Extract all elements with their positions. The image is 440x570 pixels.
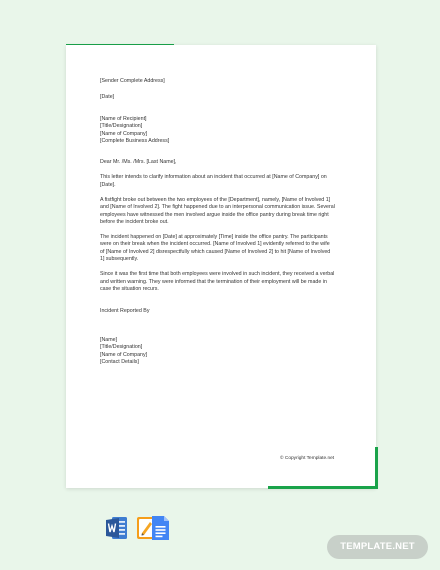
paragraph-line: This letter intends to clarify information about an incident that occurred at [Name of Company] on — [100, 174, 327, 181]
paragraph-line: of [Name of Involved 2] disrespectfully which caused [Name of Involved 2] to hit [Name of Involved — [100, 248, 331, 255]
paragraph-line: Since it was the first time that both employees were involved in such incident, they received a verbal — [100, 271, 335, 278]
paragraph-line: A fistfight broke out between the two employees of the [Department], namely, [Name of Involved 1] — [100, 196, 331, 203]
google-docs-icon[interactable] — [148, 514, 172, 542]
paragraph-line: [Date]. — [100, 181, 116, 188]
signature-line: [Contact Details] — [100, 359, 139, 366]
brand-badge[interactable]: TEMPLATE.NET — [327, 535, 428, 559]
paragraph-line: The incident happened on [Date] at approximately [Time] inside the office pantry. The participants — [100, 234, 328, 241]
paragraph-line: and written warning. They were informed that the termination of their employment will be made in — [100, 278, 327, 285]
recipient-line: [Title/Designation] — [100, 123, 143, 130]
signature-line: [Name of Company] — [100, 351, 148, 358]
word-icon[interactable] — [105, 514, 129, 542]
paragraph-line: before the incident broke out. — [100, 219, 169, 226]
corner-accent-bottom-right — [268, 486, 378, 489]
recipient-line: [Complete Business Address] — [100, 138, 170, 145]
letter-date: [Date] — [100, 94, 115, 101]
closing-line: Incident Reported By — [100, 307, 150, 314]
paragraph-line: and [Name of Involved 2]. The fight happened due to an interpersonal communication issue. Several — [100, 204, 335, 211]
corner-accent-bottom-right — [375, 447, 378, 489]
signature-line: [Name] — [100, 336, 118, 343]
paragraph-line: 1] subsequently. — [100, 256, 139, 263]
signature-line: [Title/Designation] — [100, 344, 143, 351]
paragraph-line: case the situation recurs. — [100, 286, 159, 293]
paragraph-line: employees have witnessed the men involved argue inside the office pantry during break time right — [100, 211, 329, 218]
recipient-line: [Name of Company] — [100, 130, 148, 137]
recipient-line: [Name of Recipient] — [100, 115, 147, 122]
salutation: Dear Mr. /Ms. /Mrs. [Last Name], — [100, 159, 177, 166]
sender-address: [Sender Complete Address] — [100, 78, 165, 84]
paragraph-line: were on their break when the incident occurred. [Name of Involved 1] evidently referred to the wife — [100, 241, 330, 248]
letter-body — [100, 78, 348, 367]
copyright-text: © Copyright Template.net — [280, 456, 335, 461]
